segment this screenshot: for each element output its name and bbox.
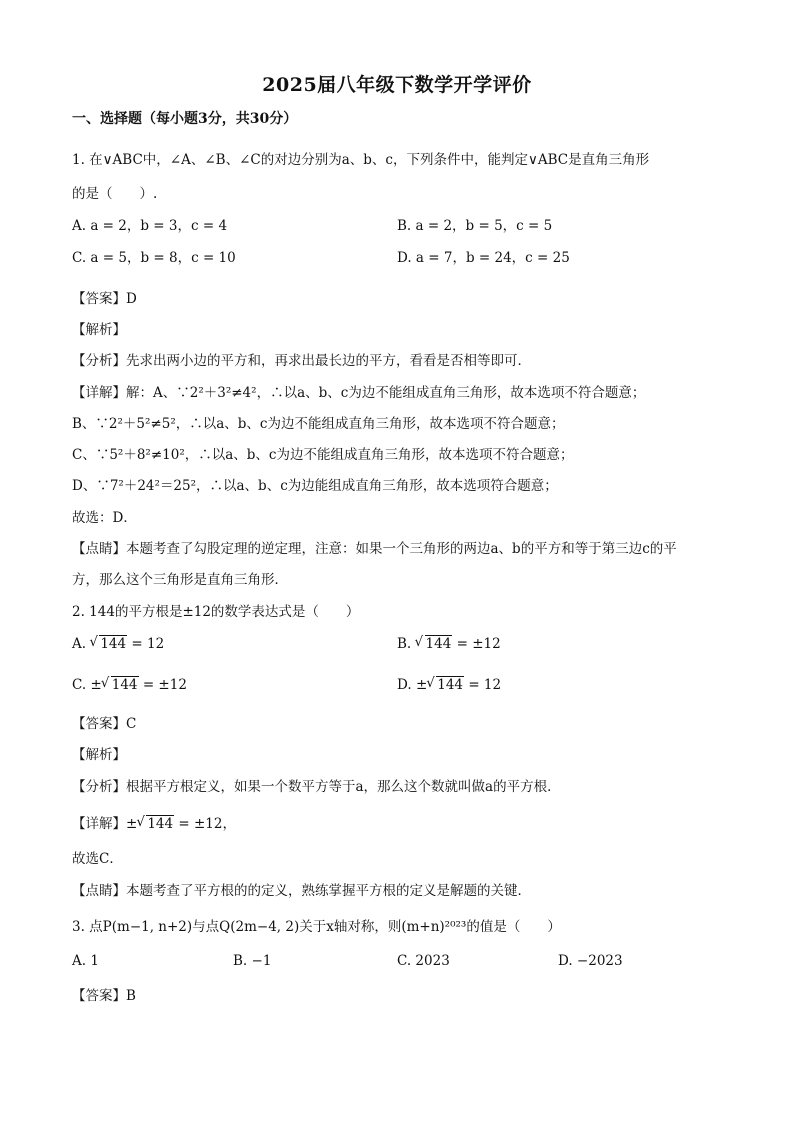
q1-choose: 故选：D． [72,510,137,526]
q1-option-a: A. a = 2，b = 3，c = 4 [72,218,228,234]
q1-line-c: C、∵5²＋8²≠10²，∴以a、b、c为边不能组成直角三角形，故本选项不符合题意； [72,447,574,463]
sqrt-symbol: √ 144 [416,636,453,652]
q1-option-d: D. a = 7，b = 24，c = 25 [397,250,570,266]
q1-analysis-heading: 【解析】 [72,322,126,338]
q2-option-a: A. √ 144 = 12 [72,636,164,652]
q2-option-b: B. √ 144 = ±12 [397,636,501,652]
page-title: 2025届八年级下数学开学评价 [262,74,532,96]
q3-option-c: C. 2023 [397,953,450,969]
q1-fenxi: 【分析】先求出两小边的平方和，再求出最长边的平方，看看是否相等即可． [72,353,531,369]
q2-choose: 故选C． [72,851,123,867]
q2-answer: 【答案】C [72,716,137,732]
q1-option-c: C. a = 5，b = 8，c = 10 [72,250,236,266]
q2-stem: 2. 144的平方根是±12的数学表达式是（ ） [72,604,360,620]
q2-option-c: C. ±√ 144 = ±12 [72,677,187,693]
q1-stem-line2: 的是（ ）. [72,186,158,202]
q2-option-d: D. ±√ 144 = 12 [397,677,501,693]
q1-answer: 【答案】D [72,291,137,307]
q1-stem-line1: 1. 在∨ABC中，∠A、∠B、∠C的对边分别为a、b、c，下列条件中，能判定∨ABC是直角三角形 [72,152,650,168]
q1-dianjing-line2: 方，那么这个三角形是直角三角形． [72,572,288,588]
sqrt-symbol: √ 144 [102,677,139,693]
q1-dianjing-line1: 【点睛】本题考查了勾股定理的逆定理，注意：如果一个三角形的两边a、b的平方和等于第三边c的平 [72,541,677,557]
q3-answer: 【答案】B [72,988,136,1004]
sqrt-symbol: √ 144 [137,816,174,832]
q3-stem: 3. 点P(m−1, n+2)与点Q(2m−4, 2)关于x轴对称，则(m+n)²⁰²³的值是（ ） [72,919,561,935]
q1-option-b: B. a = 2，b = 5，c = 5 [397,218,553,234]
q1-line-b: B、∵2²＋5²≠5²，∴以a、b、c为边不能组成直角三角形，故本选项不符合题意； [72,416,565,432]
q3-option-a: A. 1 [72,953,99,969]
q3-option-b: B. −1 [233,953,272,969]
q3-option-d: D. −2023 [558,953,623,969]
q2-dianjing: 【点睛】本题考查了平方根的的定义，熟练掌握平方根的定义是解题的关键． [72,883,531,899]
q2-xiangjie: 【详解】±√ 144 = ±12， [72,812,236,832]
sqrt-symbol: √ 144 [427,677,464,693]
q1-xiangjie: 【详解】解：A、∵2²＋3²≠4²，∴以a、b、c为边不能组成直角三角形，故本选项不符合题意； [72,385,646,401]
sqrt-symbol: √ 144 [90,636,127,652]
section-heading: 一、选择题（每小题3分，共30分） [72,111,298,127]
q2-analysis-heading: 【解析】 [72,747,126,763]
q2-fenxi: 【分析】根据平方根定义，如果一个数平方等于a，那么这个数就叫做a的平方根． [72,779,561,795]
q1-line-d: D、∵7²＋24²＝25²，∴以a、b、c为边能组成直角三角形，故本选项符合题意； [72,478,558,494]
